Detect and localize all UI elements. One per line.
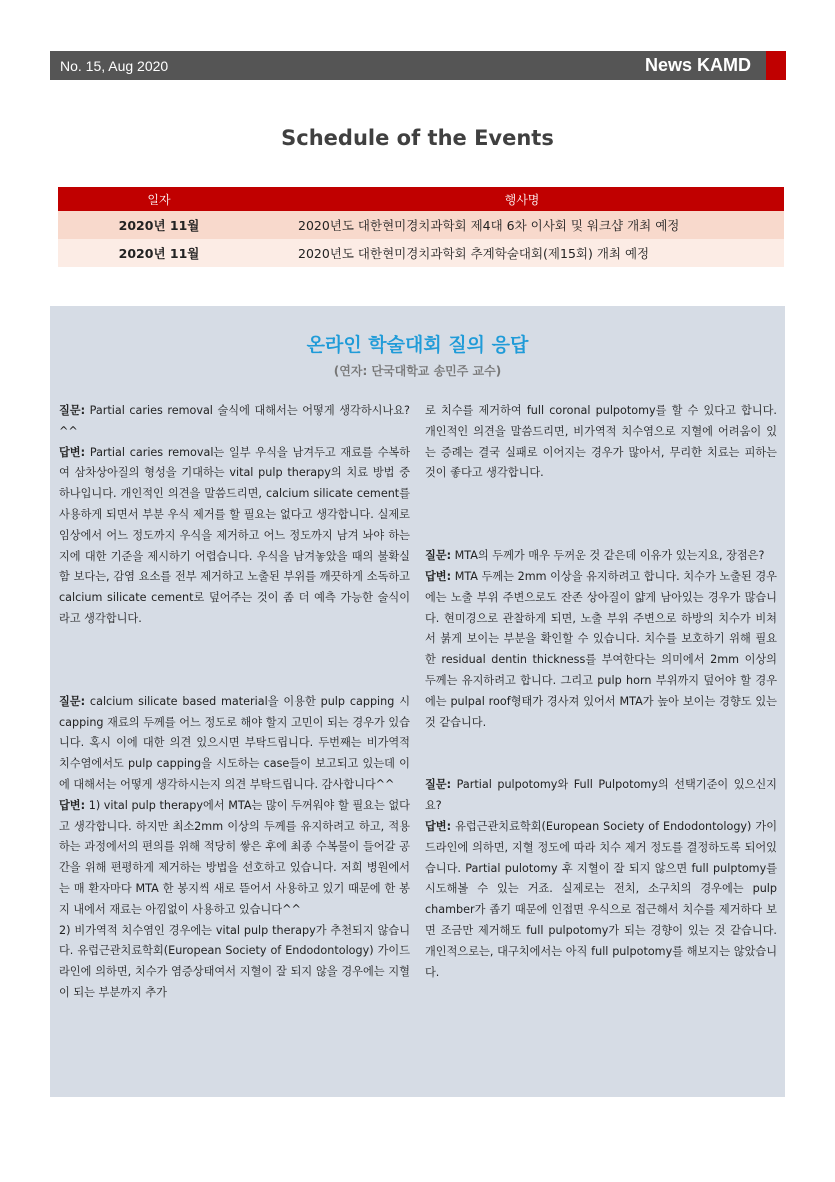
issue-label: No. 15, Aug 2020 xyxy=(60,58,169,74)
answer xyxy=(59,443,410,630)
spacer xyxy=(425,484,777,546)
table-row xyxy=(58,239,784,267)
answer xyxy=(59,796,410,921)
question-label: 질문: xyxy=(425,778,452,792)
answer xyxy=(425,817,777,983)
question xyxy=(425,775,777,817)
page-title: Schedule of the Events xyxy=(281,126,554,150)
qa-title: 온라인 학술대회 질의 응답 xyxy=(306,334,529,356)
question-text: calcium silicate based material을 이용한 pulp capping 시 capping 재료의 두께를 어느 정도로 해야 할지 고민이 되는 경우가 있습니다. 혹시 이에 대한 의견 있으시면 부탁드립니다. 두번째는 비가역적 치수염에서도 pulp capping을 시도하는 case들이 보고되고 있는데 이에 대해서는 어떻게 생각하시는지 의견 부탁드립니다. 감사합니다^^ xyxy=(59,694,410,791)
event-date: 2020년 11월 xyxy=(58,239,260,267)
question xyxy=(59,401,410,443)
answer-continued: 2) 비가역적 치수염인 경우에는 vital pulp therapy가 추천되지 않습니다. 유럽근관치료학회(European Society of Endodontology) 가이드라인에 의하면, 치수가 염증상태여서 지혈이 잘 되지 않을 경우에는 지혈이 되는 부분까지 추가 xyxy=(59,923,410,999)
spacer xyxy=(425,733,777,775)
qa-speaker: (연자: 단국대학교 송민주 교수) xyxy=(333,364,502,378)
answer-text: MTA 두께는 2mm 이상을 유지하려고 합니다. 치수가 노출된 경우에는 노출 부위 주변으로도 잔존 상아질이 얇게 남아있는 경우가 많습니다. 현미경으로 관찰하게 되면, 노출 부위 주변으로 하방의 치수가 비쳐서 붉게 보이는 부분을 확인할 수 있습니다. 치수를 보호하기 위해 필요한 residual dentin thickness를 부여한다는 의미에서 2mm 이상의 두께는 유지하려고 합니다. 그리고 pulp horn 부위까지 덮어야 할 경우에는 pulpal roof형태가 경사져 있어서 MTA가 높아 보이는 경향도 있는 것 같습니다. xyxy=(425,569,777,729)
qa-left-column xyxy=(59,401,410,1004)
spacer xyxy=(59,630,410,692)
schedule-table xyxy=(58,187,784,267)
header-accent xyxy=(766,51,786,80)
answer-text: 유럽근관치료학회(European Society of Endodontology) 가이드라인에 의하면, 지혈 정도에 따라 치수 제거 정도를 결정하도록 되어있습니다. Partial pulotomy 후 지혈이 잘 되지 않으면 full pulptomy를 시도해볼 수 있는 거죠. 실제로는 전치, 소구치의 경우에는 pulp chamber가 좁기 때문에 인접면 우식으로 접근해서 치수를 제거하다 보면 조금만 제거해도 full pulpotomy가 되는 경향이 있는 것 같습니다. 개인적으로는, 대구치에서는 아직 full pulpotomy를 해보지는 않았습니다. xyxy=(425,819,777,979)
qa-section xyxy=(50,306,785,1097)
question xyxy=(59,692,410,796)
qa-right-column xyxy=(425,401,777,983)
table-row xyxy=(58,211,784,239)
question-text: Partial caries removal 술식에 대해서는 어떻게 생각하시나요?^^ xyxy=(59,404,410,438)
question-label: 질문: xyxy=(425,549,452,563)
newsletter-brand: News KAMD xyxy=(644,55,751,75)
event-name: 2020년도 대한현미경치과학회 제4대 6차 이사회 및 워크샵 개최 예정 xyxy=(260,211,784,239)
answer xyxy=(425,567,777,733)
question-text: Partial pulpotomy와 Full Pulpotomy의 선택기준이 있으신지요? xyxy=(425,778,777,813)
answer-label: 답변: xyxy=(425,819,452,833)
column-header-event: 행사명 xyxy=(260,187,784,211)
question-label: 질문: xyxy=(59,694,86,708)
event-name: 2020년도 대한현미경치과학회 추계학술대회(제15회) 개최 예정 xyxy=(260,239,784,267)
answer-text: 1) vital pulp therapy에서 MTA는 많이 두꺼워야 할 필요는 없다고 생각합니다. 하지만 최소2mm 이상의 두께를 유지하려고 하고, 적용하는 과정에서의 편의를 위해 적당히 쌓은 후에 최종 수복물이 들어갈 공간을 위해 편평하게 제거하는 방법을 선호하고 있습니다. 저희 병원에서는 매 환자마다 MTA 한 봉지씩 새로 뜯어서 사용하고 있기 때문에 한 봉지 내에서 재료는 아낌없이 사용하고 있습니다^^ xyxy=(59,798,410,916)
question-text: MTA의 두께가 매우 두꺼운 것 같은데 이유가 있는지요, 장점은? xyxy=(451,549,765,563)
schedule-header-row xyxy=(58,187,784,211)
column-header-date: 일자 xyxy=(58,187,260,211)
answer-label: 답변: xyxy=(59,445,86,459)
question-label: 질문: xyxy=(59,404,86,417)
question xyxy=(425,546,777,567)
answer-text: Partial caries removal는 일부 우식을 남겨두고 재료를 수복하여 삼차상아질의 형성을 기대하는 vital pulp therapy의 치료 방법 중 하나입니다. 개인적인 의견을 말씀드리면, calcium silicate cement를 사용하게 되면서 부분 우식 제거를 할 필요는 없다고 생각합니다. 실제로 임상에서 어느 정도까지 우식을 제거하고 어느 정도까지 남겨 놔야 하는지에 대한 기준을 제시하기 어렵습니다. 우식을 남겨놓았을 때의 불확실함 보다는, 감염 요소를 전부 제거하고 노출된 부위를 깨끗하게 소독하고 calcium silicate cement로 덮어주는 것이 좀 더 예측 가능한 술식이라고 생각합니다. xyxy=(59,445,410,625)
answer-continued: 로 치수를 제거하여 full coronal pulpotomy를 할 수 있다고 합니다. 개인적인 의견을 말씀드리면, 비가역적 치수염으로 지혈에 어려움이 있는 증례는 결국 실패로 이어지는 경우가 많아서, 무리한 치료는 피하는 것이 좋다고 생각합니다. xyxy=(425,404,777,480)
answer-label: 답변: xyxy=(59,798,86,812)
answer-label: 답변: xyxy=(425,569,452,583)
event-date: 2020년 11월 xyxy=(58,211,260,239)
